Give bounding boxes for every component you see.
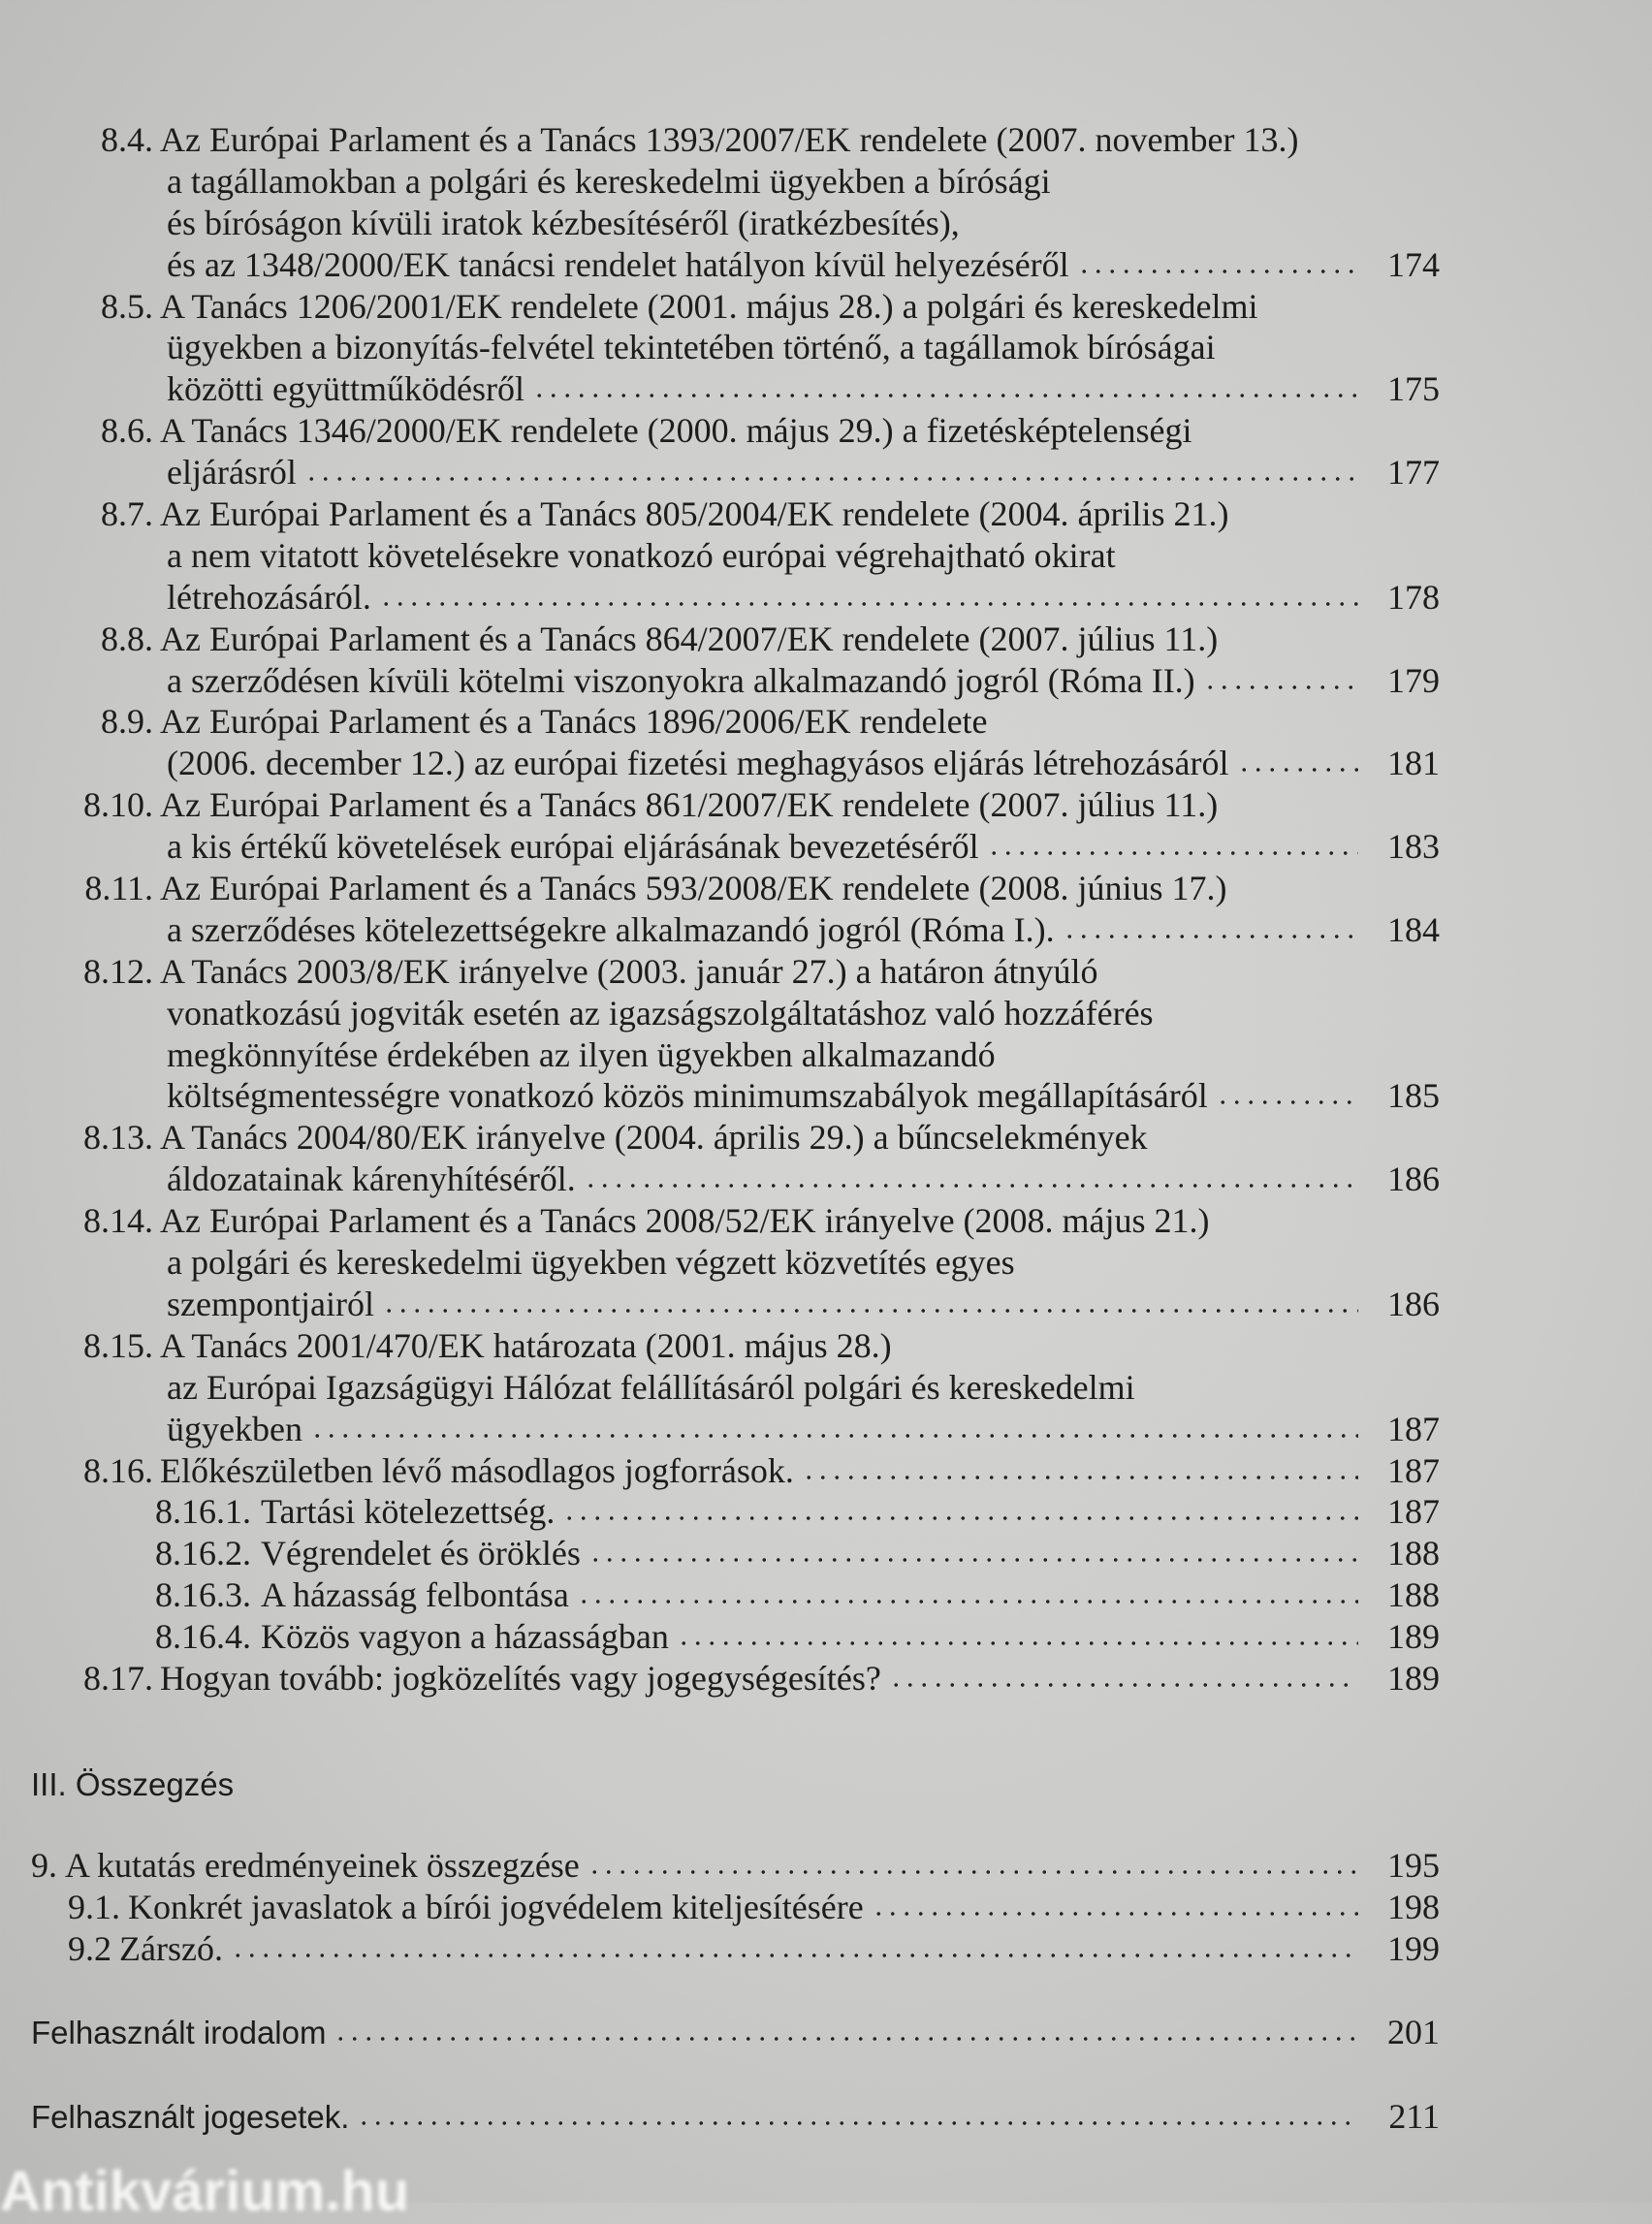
- page-number: 177: [1387, 453, 1440, 492]
- entry-title: Felhasznált jogesetek.: [31, 2099, 350, 2135]
- page-number: 189: [1387, 1617, 1440, 1657]
- entry-title: Az Európai Parlament és a Tanács 2008/52/EK irányelve (2008. május 21.): [160, 1201, 1210, 1241]
- toc-entry-line: [0, 1284, 1652, 1325]
- dot-leader: [588, 1867, 1358, 1877]
- dot-leader: [532, 391, 1358, 400]
- toc-entry-line: [0, 493, 1652, 535]
- entry-title: Az Európai Parlament és a Tanács 861/2007/EK rendelete (2007. július 11.): [160, 785, 1219, 825]
- entry-title: Zárszó.: [119, 1928, 223, 1968]
- entry-number: 8.13.: [83, 1118, 153, 1158]
- entry-title: Az Európai Parlament és a Tanács 1393/2007/EK rendelete (2007. november 13.): [160, 120, 1299, 159]
- toc-entry[interactable]: [0, 1533, 1652, 1574]
- entry-title: A Tanács 2003/8/EK irányelve (2003. január 27.) a határon átnyúló: [160, 951, 1098, 991]
- entry-number: 8.14.: [83, 1201, 153, 1241]
- dot-leader: [310, 1431, 1358, 1441]
- entry-title: a polgári és kereskedelmi ügyekben végzett közvetítés egyes: [167, 1243, 1015, 1283]
- dot-leader: [562, 1513, 1358, 1523]
- toc-entry-line: [0, 619, 1652, 660]
- dot-leader: [588, 1555, 1358, 1565]
- entry-title: létrehozásáról.: [167, 577, 371, 617]
- entry-title: ügyekben a bizonyítás-felvétel tekintetében történő, a tagállamok bíróságai: [167, 328, 1216, 367]
- entry-title: Az Európai Parlament és a Tanács 593/2008/EK rendelete (2008. június 17.): [160, 869, 1227, 908]
- toc-entry-line: [0, 452, 1652, 493]
- entry-number: 8.16.2.: [155, 1534, 251, 1573]
- back-matter-entry[interactable]: [0, 2096, 1652, 2138]
- page-number: 188: [1387, 1575, 1440, 1615]
- toc-entry-line: [0, 951, 1652, 993]
- dot-leader: [1203, 683, 1358, 692]
- entry-title: ügyekben: [167, 1409, 302, 1448]
- entry-title: Előkészületben lévő másodlagos jogforrások.: [160, 1450, 794, 1490]
- page-number: 187: [1387, 1450, 1440, 1490]
- entry-title: vonatkozású jogviták esetén az igazságszolgáltatáshoz való hozzáférés: [167, 993, 1154, 1033]
- dot-leader: [304, 474, 1358, 484]
- dot-leader: [334, 2034, 1358, 2044]
- entry-title: Az Európai Parlament és a Tanács 805/2004/EK rendelete (2004. április 21.): [160, 494, 1229, 534]
- toc-entry-line: [0, 784, 1652, 826]
- entry-title: A házasság felbontása: [261, 1575, 569, 1615]
- dot-leader: [357, 2118, 1358, 2128]
- entry-title: eljárásról: [167, 453, 297, 492]
- toc-entry[interactable]: [0, 619, 1652, 702]
- page-number: 199: [1387, 1928, 1440, 1968]
- entry-number: 8.8.: [101, 619, 153, 658]
- toc-entry-line: [0, 743, 1652, 784]
- summary-section: [0, 1845, 1652, 1970]
- toc-entry-line: [0, 660, 1652, 702]
- page-number: 186: [1387, 1284, 1440, 1323]
- dot-leader: [1063, 932, 1358, 941]
- entry-title: (2006. december 12.) az európai fizetési meghagyásos eljárás létrehozásáról: [167, 744, 1229, 783]
- toc-entry-line: [0, 1533, 1652, 1574]
- toc-entry-line: [0, 244, 1652, 286]
- entry-title: a nem vitatott követelésekre vonatkozó európai végrehajtható okirat: [167, 535, 1116, 575]
- page-number: 175: [1387, 369, 1440, 409]
- entry-number: 9.2: [68, 1928, 111, 1968]
- toc-entry-line: [0, 1200, 1652, 1242]
- part-heading: III. Összegzés: [31, 1766, 235, 1802]
- entry-number: 8.5.: [101, 286, 153, 326]
- toc-entry-line: [0, 868, 1652, 909]
- entry-title: és bíróságon kívüli iratok kézbesítéséről (iratkézbesítés),: [167, 203, 960, 242]
- entry-title: a tagállamokban a polgári és kereskedelmi ügyekben a bírósági: [167, 161, 1051, 201]
- toc-entry[interactable]: [0, 493, 1652, 619]
- entry-title: a kis értékű követelések európai eljárásának bevezetéséről: [167, 827, 979, 867]
- back-matter-entry[interactable]: [0, 2012, 1652, 2053]
- dot-leader: [584, 1181, 1358, 1191]
- page-number: 179: [1387, 660, 1440, 700]
- page-number: 183: [1387, 827, 1440, 867]
- entry-number: 8.16.4.: [155, 1617, 251, 1657]
- toc-entry-line: [0, 535, 1652, 577]
- dot-leader: [1237, 765, 1358, 775]
- toc-entry[interactable]: [0, 119, 1652, 286]
- entry-title: a szerződéses kötelezettségekre alkalmazandó jogról (Róma I.).: [167, 909, 1055, 949]
- toc-entry-line: [0, 1616, 1652, 1658]
- toc-entry[interactable]: [0, 1887, 1652, 1928]
- toc-entry[interactable]: [0, 1325, 1652, 1450]
- dot-leader: [231, 1951, 1358, 1960]
- page-number: 174: [1387, 244, 1440, 284]
- toc-entry-line: [0, 1658, 1652, 1700]
- entry-title: A Tanács 1206/2001/EK rendelete (2001. május 28.) a polgári és kereskedelmi: [160, 286, 1258, 326]
- entry-title: és az 1348/2000/EK tanácsi rendelet hatályon kívül helyezéséről: [167, 244, 1069, 284]
- entry-number: 8.6.: [101, 411, 153, 451]
- toc-entry-line: [0, 1887, 1652, 1928]
- toc-entry-line: [0, 577, 1652, 619]
- entry-title: a szerződésen kívüli kötelmi viszonyokra alkalmazandó jogról (Róma II.): [167, 660, 1195, 700]
- dot-leader: [987, 848, 1358, 858]
- entry-title: A Tanács 1346/2000/EK rendelete (2000. május 29.) a fizetésképtelenségi: [160, 411, 1192, 451]
- page-number: 189: [1387, 1658, 1440, 1698]
- toc-entry-line: [0, 161, 1652, 203]
- watermark-logo: Antikvárium.hu: [0, 2160, 410, 2223]
- toc-entry[interactable]: [0, 784, 1652, 868]
- toc-entry-line: [0, 1367, 1652, 1409]
- table-of-contents: [0, 119, 1652, 1700]
- entry-title: A kutatás eredményeinek összegzése: [65, 1846, 580, 1885]
- entry-number: 8.7.: [101, 494, 153, 534]
- entry-number: 8.16.1.: [155, 1492, 251, 1532]
- toc-entry-line: [0, 203, 1652, 244]
- toc-entry-line: [0, 1159, 1652, 1200]
- toc-entry-line: [0, 119, 1652, 161]
- toc-entry-line: [0, 1845, 1652, 1887]
- toc-entry-line: [0, 1450, 1652, 1492]
- entry-title: közötti együttműködésről: [167, 369, 524, 409]
- toc-entry[interactable]: [0, 1616, 1652, 1658]
- entry-title: Tartási kötelezettség.: [261, 1492, 556, 1532]
- entry-number: 8.16.: [83, 1450, 153, 1490]
- entry-title: Közös vagyon a házasságban: [261, 1617, 669, 1657]
- entry-number: 8.12.: [83, 951, 153, 991]
- toc-entry[interactable]: [0, 286, 1652, 411]
- toc-entry[interactable]: [0, 1450, 1652, 1492]
- toc-entry-line: [0, 1117, 1652, 1159]
- dot-leader: [1077, 267, 1358, 276]
- entry-title: A Tanács 2004/80/EK irányelve (2004. április 29.) a bűncselekmények: [160, 1118, 1148, 1158]
- page-number: 187: [1387, 1409, 1440, 1448]
- toc-entry[interactable]: [0, 701, 1652, 784]
- dot-leader: [889, 1680, 1358, 1690]
- toc-entry-line: [0, 410, 1652, 452]
- entry-number: 8.9.: [101, 702, 153, 742]
- entry-title: Az Európai Parlament és a Tanács 1896/2006/EK rendelete: [160, 702, 988, 742]
- entry-title: az Európai Igazságügyi Hálózat felállításáról polgári és kereskedelmi: [167, 1367, 1135, 1407]
- toc-entry-line: [0, 286, 1652, 328]
- entry-title: Felhasznált irodalom: [31, 2015, 327, 2050]
- toc-entry[interactable]: [0, 1491, 1652, 1533]
- toc-entry[interactable]: [0, 868, 1652, 951]
- entry-number: 9.: [31, 1846, 57, 1885]
- page-number: 181: [1387, 744, 1440, 783]
- toc-entry-line: [0, 993, 1652, 1034]
- entry-number: 8.16.3.: [155, 1575, 251, 1615]
- page-number: 178: [1387, 577, 1440, 617]
- page-number: 188: [1387, 1534, 1440, 1573]
- entry-number: 9.1.: [68, 1887, 120, 1926]
- entry-number: 8.10.: [83, 785, 153, 825]
- toc-entry[interactable]: [0, 1574, 1652, 1616]
- toc-entry-line: [0, 1242, 1652, 1284]
- page-number: 195: [1387, 1846, 1440, 1885]
- entry-title: Hogyan tovább: jogközelítés vagy jogegységesítés?: [160, 1658, 881, 1698]
- toc-entry-line: [0, 1491, 1652, 1533]
- page-number: 187: [1387, 1492, 1440, 1532]
- toc-entry[interactable]: [0, 1845, 1652, 1887]
- entry-number: 8.17.: [83, 1658, 153, 1698]
- toc-entry[interactable]: [0, 1928, 1652, 1970]
- toc-entry[interactable]: [0, 1658, 1652, 1700]
- toc-entry[interactable]: [0, 951, 1652, 1118]
- entry-number: 8.15.: [83, 1325, 153, 1365]
- toc-entry-line: [0, 368, 1652, 410]
- entry-number: 8.4.: [101, 120, 153, 159]
- toc-entry-line: [0, 826, 1652, 868]
- toc-entry-line: [0, 1034, 1652, 1076]
- toc-entry-line: [0, 909, 1652, 951]
- dot-leader: [677, 1638, 1358, 1648]
- dot-leader: [577, 1597, 1358, 1606]
- toc-entry[interactable]: [0, 1117, 1652, 1200]
- toc-entry-line: [0, 327, 1652, 368]
- toc-entry-line: [0, 701, 1652, 743]
- entry-title: megkönnyítése érdekében az ilyen ügyekben alkalmazandó: [167, 1034, 996, 1074]
- toc-entry[interactable]: [0, 410, 1652, 493]
- page-number: 184: [1387, 909, 1440, 949]
- entry-title: Végrendelet és öröklés: [261, 1534, 581, 1573]
- page-number: 198: [1387, 1887, 1440, 1926]
- entry-number: 8.11.: [84, 869, 153, 908]
- dot-leader: [872, 1909, 1358, 1919]
- toc-entry-line: [0, 1409, 1652, 1450]
- page-number: 201: [1387, 2013, 1440, 2051]
- dot-leader: [802, 1473, 1358, 1482]
- entry-title: Konkrét javaslatok a bírói jogvédelem kiteljesítésére: [128, 1887, 864, 1926]
- page-number: 185: [1387, 1076, 1440, 1116]
- dot-leader: [1216, 1097, 1358, 1107]
- toc-entry[interactable]: [0, 1200, 1652, 1325]
- dot-leader: [382, 1306, 1358, 1316]
- entry-title: szempontjairól: [167, 1284, 374, 1323]
- page-number: 211: [1388, 2097, 1440, 2136]
- toc-entry-line: [0, 1075, 1652, 1117]
- entry-title: Az Európai Parlament és a Tanács 864/2007/EK rendelete (2007. július 11.): [160, 619, 1219, 658]
- toc-entry-line: [0, 1574, 1652, 1616]
- dot-leader: [379, 599, 1358, 609]
- entry-title: A Tanács 2001/470/EK határozata (2001. május 28.): [160, 1325, 892, 1365]
- entry-title: áldozatainak kárenyhítéséről.: [167, 1160, 576, 1199]
- entry-title: költségmentességre vonatkozó közös minimumszabályok megállapításáról: [167, 1076, 1208, 1116]
- toc-entry-line: [0, 1325, 1652, 1367]
- toc-entry-line: [0, 1928, 1652, 1970]
- page-number: 186: [1387, 1160, 1440, 1199]
